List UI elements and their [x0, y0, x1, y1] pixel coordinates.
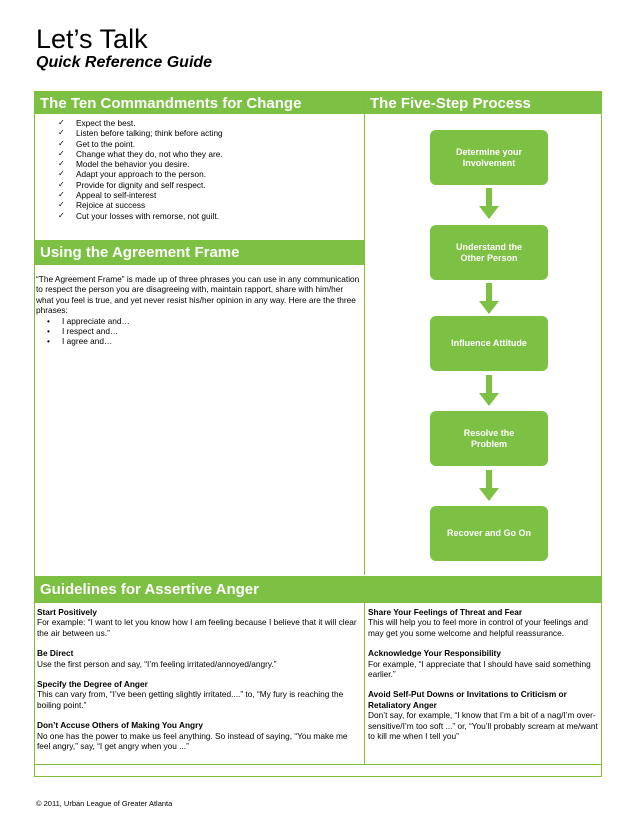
list-item: • I respect and…	[47, 326, 119, 337]
down-arrow-icon	[479, 188, 499, 220]
list-item: ✓ Model the behavior you desire.	[58, 159, 190, 170]
agreement-heading: Using the Agreement Frame	[35, 240, 364, 265]
process-step: Recover and Go On	[430, 506, 548, 561]
commandments-heading: The Ten Commandments for Change	[35, 92, 364, 114]
agreement-phrases	[36, 316, 362, 347]
guidelines-heading: Guidelines for Assertive Anger	[35, 576, 601, 602]
guideline-item: Don’t Accuse Others of Making You Angry No one has the power to make us feel anything. So instead of saying, “You make me feel angry,” say, “I get angry when you ...”	[37, 720, 348, 752]
guideline-item: Avoid Self-Put Downs or Invitations to Criticism or Retaliatory Anger Don’t say, for example, “I know that I’m a bit of a nag/I’m over-sensitive/I’m too soft ...” or, “You’ll probably scream at me/want to kill me when I tell you”	[368, 689, 598, 742]
checkmark-icon: ✓	[58, 179, 65, 189]
guidelines-right-column	[368, 607, 600, 751]
page-subtitle: Quick Reference Guide	[36, 54, 213, 71]
list-item: ✓ Appeal to self-interest	[58, 190, 157, 201]
list-item: ✓ Get to the point.	[58, 138, 136, 149]
checkmark-icon: ✓	[58, 190, 65, 200]
process-step: Influence Attitude	[430, 316, 548, 371]
divider	[34, 764, 602, 765]
guideline-item: Acknowledge Your Responsibility For example, “I appreciate that I should have said something earlier.”	[368, 648, 591, 680]
column-divider	[364, 602, 365, 764]
list-item: ✓ Provide for dignity and self respect.	[58, 179, 206, 190]
process-step: Understand the Other Person	[430, 225, 548, 280]
list-item: ✓ Listen before talking; think before acting	[58, 128, 223, 139]
checkmark-icon: ✓	[58, 148, 65, 158]
checkmark-icon: ✓	[58, 169, 65, 179]
checkmark-icon: ✓	[58, 138, 65, 148]
guideline-item: Start Positively For example: “I want to let you know how I am feeling because I believe that it will clear the air between us.”	[37, 607, 357, 638]
list-item: ✓ Rejoice at success	[58, 200, 146, 211]
checkmark-icon: ✓	[58, 159, 65, 169]
process-step: Determine your Involvement	[430, 130, 548, 185]
commandments-list	[58, 118, 223, 221]
down-arrow-icon	[479, 470, 499, 502]
list-item: ✓ Adapt your approach to the person.	[58, 169, 207, 180]
guideline-item: Share Your Feelings of Threat and Fear This will help you to feel more in control of your feelings and may get you some welcome and helpful reassurance.	[368, 607, 588, 638]
divider	[34, 602, 602, 603]
list-item: • I appreciate and…	[47, 315, 130, 326]
guideline-item: Specify the Degree of Anger This can vary from, “I’ve been getting slightly irritated....” to, “My fury is reaching the boiling point.”	[37, 679, 344, 710]
divider	[34, 576, 602, 577]
column-divider	[364, 91, 365, 575]
checkmark-icon: ✓	[58, 210, 65, 220]
footer-copyright: © 2011, Urban League of Greater Atlanta	[36, 799, 173, 808]
bullet-icon: •	[47, 336, 50, 347]
page-title: Let’s Talk	[36, 24, 148, 54]
list-item: ✓ Cut your losses with remorse, not guilt.	[58, 210, 219, 221]
bullet-icon: •	[47, 326, 50, 337]
agreement-intro: “The Agreement Frame” is made up of three phrases you can use in any communication to respect the person you are disagreeing with, maintain rapport, share with him/her what you feel is true, and yet never resist his/her opinion in any way. Here are the three phrases:	[36, 274, 360, 316]
list-item: ✓ Change what they do, not who they are.	[58, 148, 223, 159]
guidelines-left-column	[37, 607, 361, 761]
checkmark-icon: ✓	[58, 118, 65, 127]
process-step: Resolve the Problem	[430, 411, 548, 466]
down-arrow-icon	[479, 375, 499, 407]
checkmark-icon: ✓	[58, 128, 65, 138]
agreement-body	[36, 274, 362, 347]
list-item: ✓ Expect the best.	[58, 118, 136, 128]
bullet-icon: •	[47, 315, 50, 326]
list-item: • I agree and…	[47, 336, 113, 347]
down-arrow-icon	[479, 283, 499, 315]
process-heading: The Five-Step Process	[365, 92, 601, 114]
checkmark-icon: ✓	[58, 200, 65, 210]
guideline-item: Be Direct Use the first person and say, “I’m feeling irritated/annoyed/angry.”	[37, 648, 277, 669]
